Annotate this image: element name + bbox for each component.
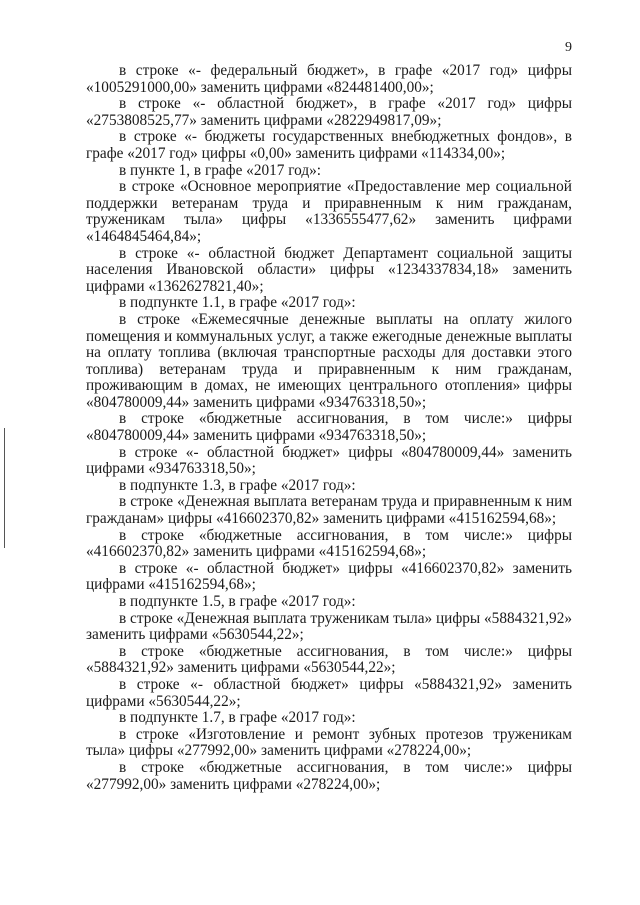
- paragraph: в строке «Основное мероприятие «Предоставление мер социальной поддержки ветеранам труда и приравненным к ним гражданам, труженикам тыла» цифры «1336555477,62» заменить цифрами «1464845464,84»;: [86, 178, 572, 245]
- paragraph: в строке «бюджетные ассигнования, в том числе:» цифры «804780009,44» заменить цифрами «934763318,50»;: [86, 410, 572, 445]
- paragraph: в строке «- областной бюджет» цифры «416602370,82» заменить цифрами «415162594,68»;: [86, 559, 572, 594]
- paragraph: в пункте 1, в графе «2017 год»:: [119, 161, 322, 179]
- paragraph: в строке «Ежемесячные денежные выплаты на оплату жилого помещения и коммунальных услуг, а также ежегодные денежные выплаты на оплату топлива (включая транспортные расходы для доставки этого топлива) ветеранам труда и приравненным к ним гражданам, проживающим в домах, не имеющих центрального отопления» цифры «804780009,44» заменить цифрами «934763318,50»;: [86, 310, 572, 411]
- paragraph: в подпункте 1.5, в графе «2017 год»:: [119, 593, 356, 610]
- page-number: 9: [565, 40, 572, 55]
- paragraph: в строке «бюджетные ассигнования, в том числе:» цифры «5884321,92» заменить цифрами «5630544,22»;: [86, 642, 572, 677]
- paragraph: в подпункте 1.7, в графе «2017 год»:: [119, 709, 356, 727]
- document-body: [86, 63, 572, 793]
- paragraph: в строке «Денежная выплата ветеранам труда и приравненным к ним гражданам» цифры «416602370,82» заменить цифрами «415162594,68»;: [86, 493, 572, 528]
- scan-margin-line: [4, 428, 5, 548]
- paragraph: в строке «- областной бюджет Департамент социальной защиты населения Ивановской области» цифры «1234337834,18» заменить цифрами «1362627821,40»;: [86, 244, 572, 295]
- paragraph: в подпункте 1.1, в графе «2017 год»:: [119, 294, 356, 312]
- paragraph: в строке «- федеральный бюджет», в графе «2017 год» цифры «1005291000,00» заменить цифрами «824481400,00»;: [86, 62, 572, 96]
- paragraph: в строке «- областной бюджет» цифры «804780009,44» заменить цифрами «934763318,50»;: [86, 443, 572, 478]
- paragraph: в строке «Изготовление и ремонт зубных протезов труженикам тыла» цифры «277992,00» заменить цифрами «278224,00»;: [86, 725, 572, 760]
- paragraph: в строке «Денежная выплата труженикам тыла» цифры «5884321,92» заменить цифрами «5630544,22»;: [86, 609, 572, 644]
- paragraph: в строке «- областной бюджет», в графе «2017 год» цифры «2753808525,77» заменить цифрами «2822949817,09»;: [86, 95, 572, 129]
- paragraph: в подпункте 1.3, в графе «2017 год»:: [119, 476, 356, 494]
- paragraph: в строке «- бюджеты государственных внебюджетных фондов», в графе «2017 год» цифры «0,00» заменить цифрами «114334,00»;: [86, 128, 572, 162]
- paragraph: в строке «- областной бюджет» цифры «5884321,92» заменить цифрами «5630544,22»;: [86, 675, 572, 710]
- paragraph: в строке «бюджетные ассигнования, в том числе:» цифры «277992,00» заменить цифрами «278224,00»;: [86, 758, 572, 793]
- paragraph: в строке «бюджетные ассигнования, в том числе:» цифры «416602370,82» заменить цифрами «415162594,68»;: [86, 526, 572, 561]
